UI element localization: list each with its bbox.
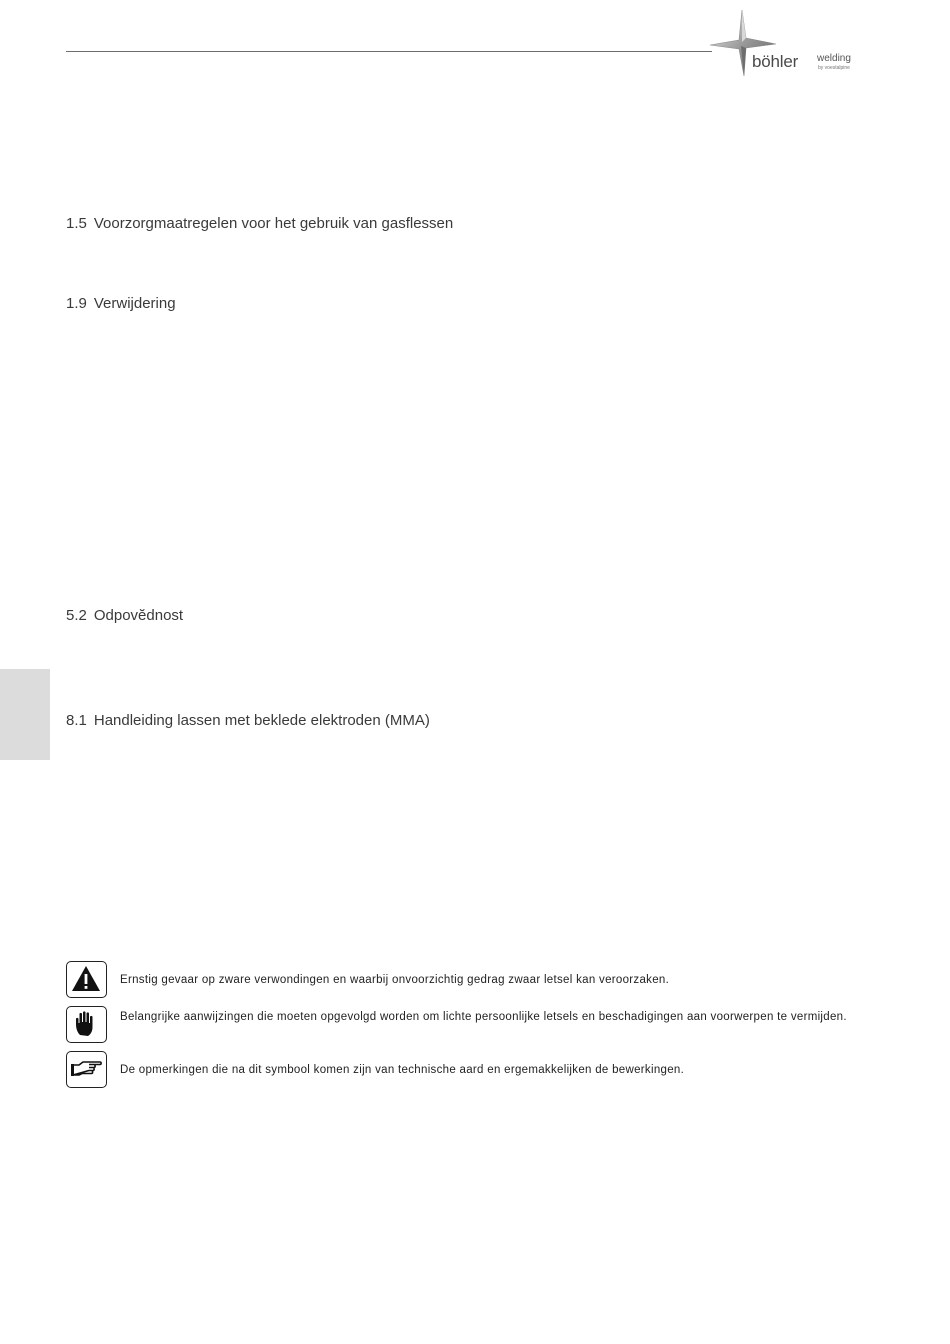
brand-logo [708, 8, 868, 80]
header-rule [66, 51, 712, 52]
legend-text: Belangrijke aanwijzingen die moeten opgevolgd worden om lichte persoonlijke letsels en beschadigingen aan voorwerpen te vermijden. [120, 1011, 847, 1023]
legend-item [66, 1051, 859, 1089]
legend-item [66, 961, 859, 999]
section-title: Voorzorgmaatregelen voor het gebruik van gasflessen [93, 215, 454, 232]
legend-item [66, 1006, 859, 1044]
pointing-hand-icon [66, 1051, 107, 1088]
legend-text: De opmerkingen die na dit symbool komen zijn van technische aard en ergemakkelijken de bewerkingen. [120, 1064, 685, 1076]
logo-brand-text: böhler [752, 52, 799, 71]
section-number: 1.9 [66, 295, 87, 312]
section-heading [66, 295, 176, 312]
section-heading [66, 215, 453, 232]
warning-triangle-icon [66, 961, 107, 998]
logo-tagline-text: by voestalpine [818, 65, 850, 71]
section-number: 1.5 [66, 215, 87, 232]
section-heading [66, 712, 430, 729]
stop-hand-icon [66, 1006, 107, 1043]
section-number: 8.1 [66, 712, 87, 729]
section-heading [66, 607, 183, 624]
section-title: Verwijdering [93, 295, 176, 312]
side-tab-marker [0, 669, 50, 760]
section-title: Handleiding lassen met beklede elektroden (MMA) [93, 712, 430, 729]
logo-sub-text: welding [817, 53, 851, 64]
section-title: Odpovĕdnost [93, 607, 184, 624]
section-number: 5.2 [66, 607, 87, 624]
legend-text: Ernstig gevaar op zware verwondingen en waarbij onvoorzichtig gedrag zwaar letsel kan veroorzaken. [120, 974, 670, 986]
